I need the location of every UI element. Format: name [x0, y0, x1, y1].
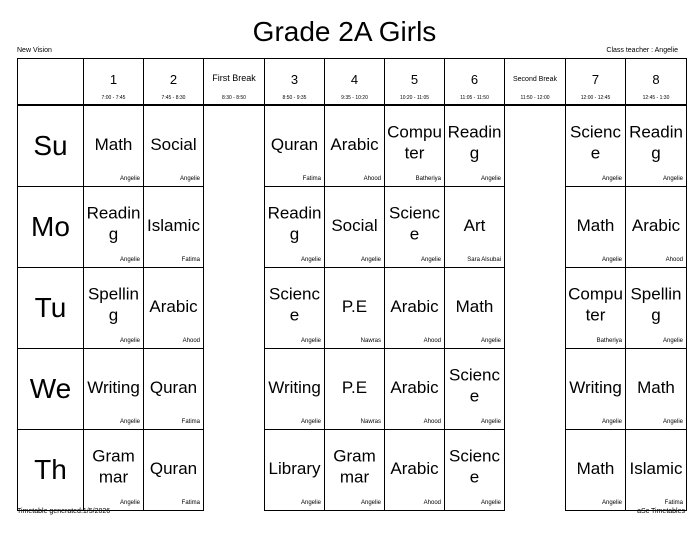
- page-title: Grade 2A Girls: [252, 16, 437, 47]
- lesson-subject: Science: [448, 365, 501, 406]
- period-number: 3: [290, 72, 299, 87]
- day-row: [18, 349, 687, 430]
- period-time: 10:20 - 11:05: [399, 95, 430, 101]
- lesson-subject: Math: [455, 296, 494, 316]
- break-cell: [204, 105, 265, 187]
- lesson-cell: [144, 430, 204, 511]
- lesson-teacher: Angelie: [420, 257, 441, 263]
- lesson-teacher: Angelie: [480, 500, 501, 506]
- lesson-cell: [445, 268, 505, 349]
- lesson-cell: [84, 105, 144, 187]
- lesson-teacher: Nawras: [360, 338, 381, 344]
- break-cell: [505, 105, 566, 187]
- lesson-cell: [566, 430, 626, 511]
- lesson-subject: Science: [448, 446, 501, 487]
- lesson-subject: Reading: [447, 122, 502, 163]
- period-number: 7: [591, 72, 600, 87]
- lesson-cell: [445, 430, 505, 511]
- break-cell: [505, 268, 566, 349]
- period-header: [325, 59, 385, 106]
- break-cell: [204, 349, 265, 430]
- lesson-cell: [626, 349, 687, 430]
- lesson-cell: [385, 268, 445, 349]
- period-time: 12:45 - 1:30: [642, 95, 670, 101]
- lesson-subject: Art: [463, 215, 486, 235]
- lesson-subject: Arabic: [390, 296, 439, 316]
- lesson-cell: [325, 349, 385, 430]
- lesson-teacher: Angelie: [119, 338, 140, 344]
- period-time: 9:35 - 10:20: [341, 95, 368, 101]
- day-name: We: [18, 349, 84, 430]
- lesson-teacher: Angelie: [601, 500, 622, 506]
- lesson-teacher: Angelie: [480, 419, 501, 425]
- lesson-cell: [566, 349, 626, 430]
- period-header: [84, 59, 144, 106]
- lesson-subject: Quran: [149, 458, 198, 478]
- break-cell: [204, 187, 265, 268]
- lesson-subject: Math: [576, 215, 615, 235]
- lesson-teacher: Ahood: [363, 176, 381, 182]
- lesson-subject: P.E: [341, 296, 368, 316]
- lesson-teacher: Batheriya: [415, 176, 441, 182]
- lesson-teacher: Angelie: [119, 257, 140, 263]
- lesson-teacher: Fatima: [181, 257, 200, 263]
- lesson-teacher: Angelie: [662, 338, 683, 344]
- period-header-row: [18, 59, 687, 106]
- break-cell: [505, 187, 566, 268]
- lesson-cell: [566, 105, 626, 187]
- lesson-cell: [144, 349, 204, 430]
- lesson-teacher: Sara Alsubai: [467, 257, 501, 263]
- period-time: 8:30 - 8:50: [222, 95, 246, 101]
- period-number: 6: [470, 72, 479, 87]
- day-name: Tu: [18, 268, 84, 349]
- lesson-cell: [566, 187, 626, 268]
- lesson-cell: [144, 105, 204, 187]
- lesson-teacher: Ahood: [182, 338, 200, 344]
- lesson-teacher: Ahood: [423, 419, 441, 425]
- day-row: [18, 105, 687, 187]
- lesson-subject: Writing: [569, 377, 622, 397]
- lesson-cell: [325, 105, 385, 187]
- lesson-cell: [265, 105, 325, 187]
- period-header: [385, 59, 445, 106]
- break-cell: [505, 349, 566, 430]
- period-number: 2: [169, 72, 178, 87]
- period-header: [144, 59, 204, 106]
- lesson-cell: [566, 268, 626, 349]
- lesson-cell: [84, 349, 144, 430]
- day-row: [18, 430, 687, 511]
- lesson-subject: Spelling: [630, 284, 682, 325]
- lesson-teacher: Angelie: [662, 419, 683, 425]
- lesson-teacher: Angelie: [300, 257, 321, 263]
- lesson-cell: [84, 430, 144, 511]
- lesson-teacher: Angelie: [179, 176, 200, 182]
- lesson-subject: Reading: [86, 203, 141, 244]
- lesson-teacher: Angelie: [119, 176, 140, 182]
- lesson-cell: [445, 349, 505, 430]
- lesson-subject: Writing: [268, 377, 321, 397]
- lesson-subject: Quran: [270, 134, 319, 154]
- lesson-teacher: Fatima: [181, 500, 200, 506]
- lesson-cell: [265, 187, 325, 268]
- period-number: 4: [350, 72, 359, 87]
- day-name: Th: [18, 430, 84, 511]
- lesson-cell: [265, 349, 325, 430]
- lesson-teacher: Angelie: [601, 176, 622, 182]
- lesson-cell: [84, 268, 144, 349]
- break-label: Second Break: [513, 76, 557, 83]
- lesson-subject: Math: [576, 458, 615, 478]
- lesson-subject: Writing: [87, 377, 140, 397]
- lesson-cell: [626, 105, 687, 187]
- break-cell: [505, 430, 566, 511]
- lesson-teacher: Angelie: [360, 257, 381, 263]
- lesson-subject: Math: [637, 377, 675, 397]
- lesson-subject: Computer: [387, 122, 442, 163]
- lesson-teacher: Angelie: [480, 338, 501, 344]
- period-number: 8: [652, 72, 660, 87]
- period-number: 1: [109, 72, 118, 87]
- lesson-subject: Grammar: [92, 446, 135, 487]
- period-header: [445, 59, 505, 106]
- class-teacher: Class teacher : Angelie: [606, 47, 678, 54]
- break-header: [505, 59, 566, 106]
- period-header: [265, 59, 325, 106]
- break-header: [204, 59, 265, 106]
- lesson-teacher: Angelie: [480, 176, 501, 182]
- lesson-subject: Library: [268, 458, 321, 478]
- period-time: 12:00 - 12:45: [580, 95, 611, 101]
- lesson-subject: Arabic: [330, 134, 379, 154]
- lesson-teacher: Fatima: [664, 500, 683, 506]
- day-row: [18, 187, 687, 268]
- lesson-cell: [265, 268, 325, 349]
- period-time: 11:50 - 12:00: [520, 95, 550, 101]
- generated-date: Timetable generated:1/5/2026: [17, 508, 111, 515]
- period-header: [566, 59, 626, 106]
- header-corner: [18, 59, 84, 106]
- period-number: 5: [410, 72, 419, 87]
- school-name: New Vision: [17, 47, 52, 54]
- lesson-subject: Arabic: [390, 377, 439, 397]
- lesson-subject: Computer: [568, 284, 623, 325]
- period-header: [626, 59, 687, 106]
- lesson-teacher: Angelie: [300, 338, 321, 344]
- lesson-teacher: Angelie: [601, 419, 622, 425]
- app-credit: aSc Timetables: [637, 508, 685, 515]
- lesson-subject: Reading: [629, 122, 683, 163]
- lesson-teacher: Angelie: [119, 419, 140, 425]
- break-label: First Break: [212, 73, 256, 83]
- lesson-subject: Reading: [267, 203, 322, 244]
- lesson-subject: Social: [150, 134, 197, 154]
- lesson-cell: [385, 187, 445, 268]
- lesson-cell: [144, 187, 204, 268]
- lesson-cell: [265, 430, 325, 511]
- day-row: [18, 268, 687, 349]
- lesson-subject: Islamic: [629, 458, 683, 478]
- period-time: 11:05 - 11:50: [460, 95, 489, 101]
- timetable-grid: [17, 58, 687, 511]
- lesson-teacher: Ahood: [665, 257, 683, 263]
- day-name: Mo: [18, 187, 84, 268]
- lesson-cell: [626, 430, 687, 511]
- lesson-subject: Science: [268, 284, 321, 325]
- lesson-teacher: Angelie: [300, 419, 321, 425]
- lesson-teacher: Angelie: [119, 500, 140, 506]
- lesson-cell: [445, 105, 505, 187]
- period-time: 7:45 - 8:30: [161, 95, 186, 101]
- lesson-subject: P.E: [341, 377, 368, 397]
- lesson-cell: [325, 430, 385, 511]
- break-cell: [204, 268, 265, 349]
- lesson-teacher: Batheriya: [596, 338, 622, 344]
- day-name: Su: [18, 105, 84, 187]
- lesson-teacher: Fatima: [181, 419, 200, 425]
- lesson-cell: [144, 268, 204, 349]
- lesson-cell: [385, 430, 445, 511]
- lesson-cell: [325, 187, 385, 268]
- lesson-subject: Social: [331, 215, 378, 235]
- lesson-cell: [626, 268, 687, 349]
- lesson-teacher: Ahood: [423, 338, 441, 344]
- lesson-cell: [626, 187, 687, 268]
- lesson-cell: [84, 187, 144, 268]
- lesson-subject: Grammar: [333, 446, 376, 487]
- period-time: 7:00 - 7:45: [101, 95, 126, 101]
- lesson-subject: Math: [94, 134, 133, 154]
- lesson-teacher: Angelie: [360, 500, 381, 506]
- lesson-teacher: Nawras: [360, 419, 381, 425]
- lesson-cell: [385, 105, 445, 187]
- lesson-subject: Arabic: [149, 296, 198, 316]
- lesson-cell: [445, 187, 505, 268]
- lesson-cell: [325, 268, 385, 349]
- lesson-teacher: Angelie: [662, 176, 683, 182]
- lesson-teacher: Ahood: [423, 500, 441, 506]
- lesson-subject: Quran: [149, 377, 198, 397]
- lesson-teacher: Fatima: [302, 176, 321, 182]
- break-cell: [204, 430, 265, 511]
- lesson-subject: Science: [388, 203, 441, 244]
- lesson-teacher: Angelie: [601, 257, 622, 263]
- lesson-teacher: Angelie: [300, 500, 321, 506]
- lesson-subject: Islamic: [147, 215, 200, 235]
- lesson-subject: Arabic: [390, 458, 439, 478]
- lesson-cell: [385, 349, 445, 430]
- lesson-subject: Science: [569, 122, 622, 163]
- lesson-subject: Arabic: [631, 215, 681, 235]
- lesson-subject: Spelling: [87, 284, 140, 325]
- period-time: 8:50 - 9:35: [282, 95, 307, 101]
